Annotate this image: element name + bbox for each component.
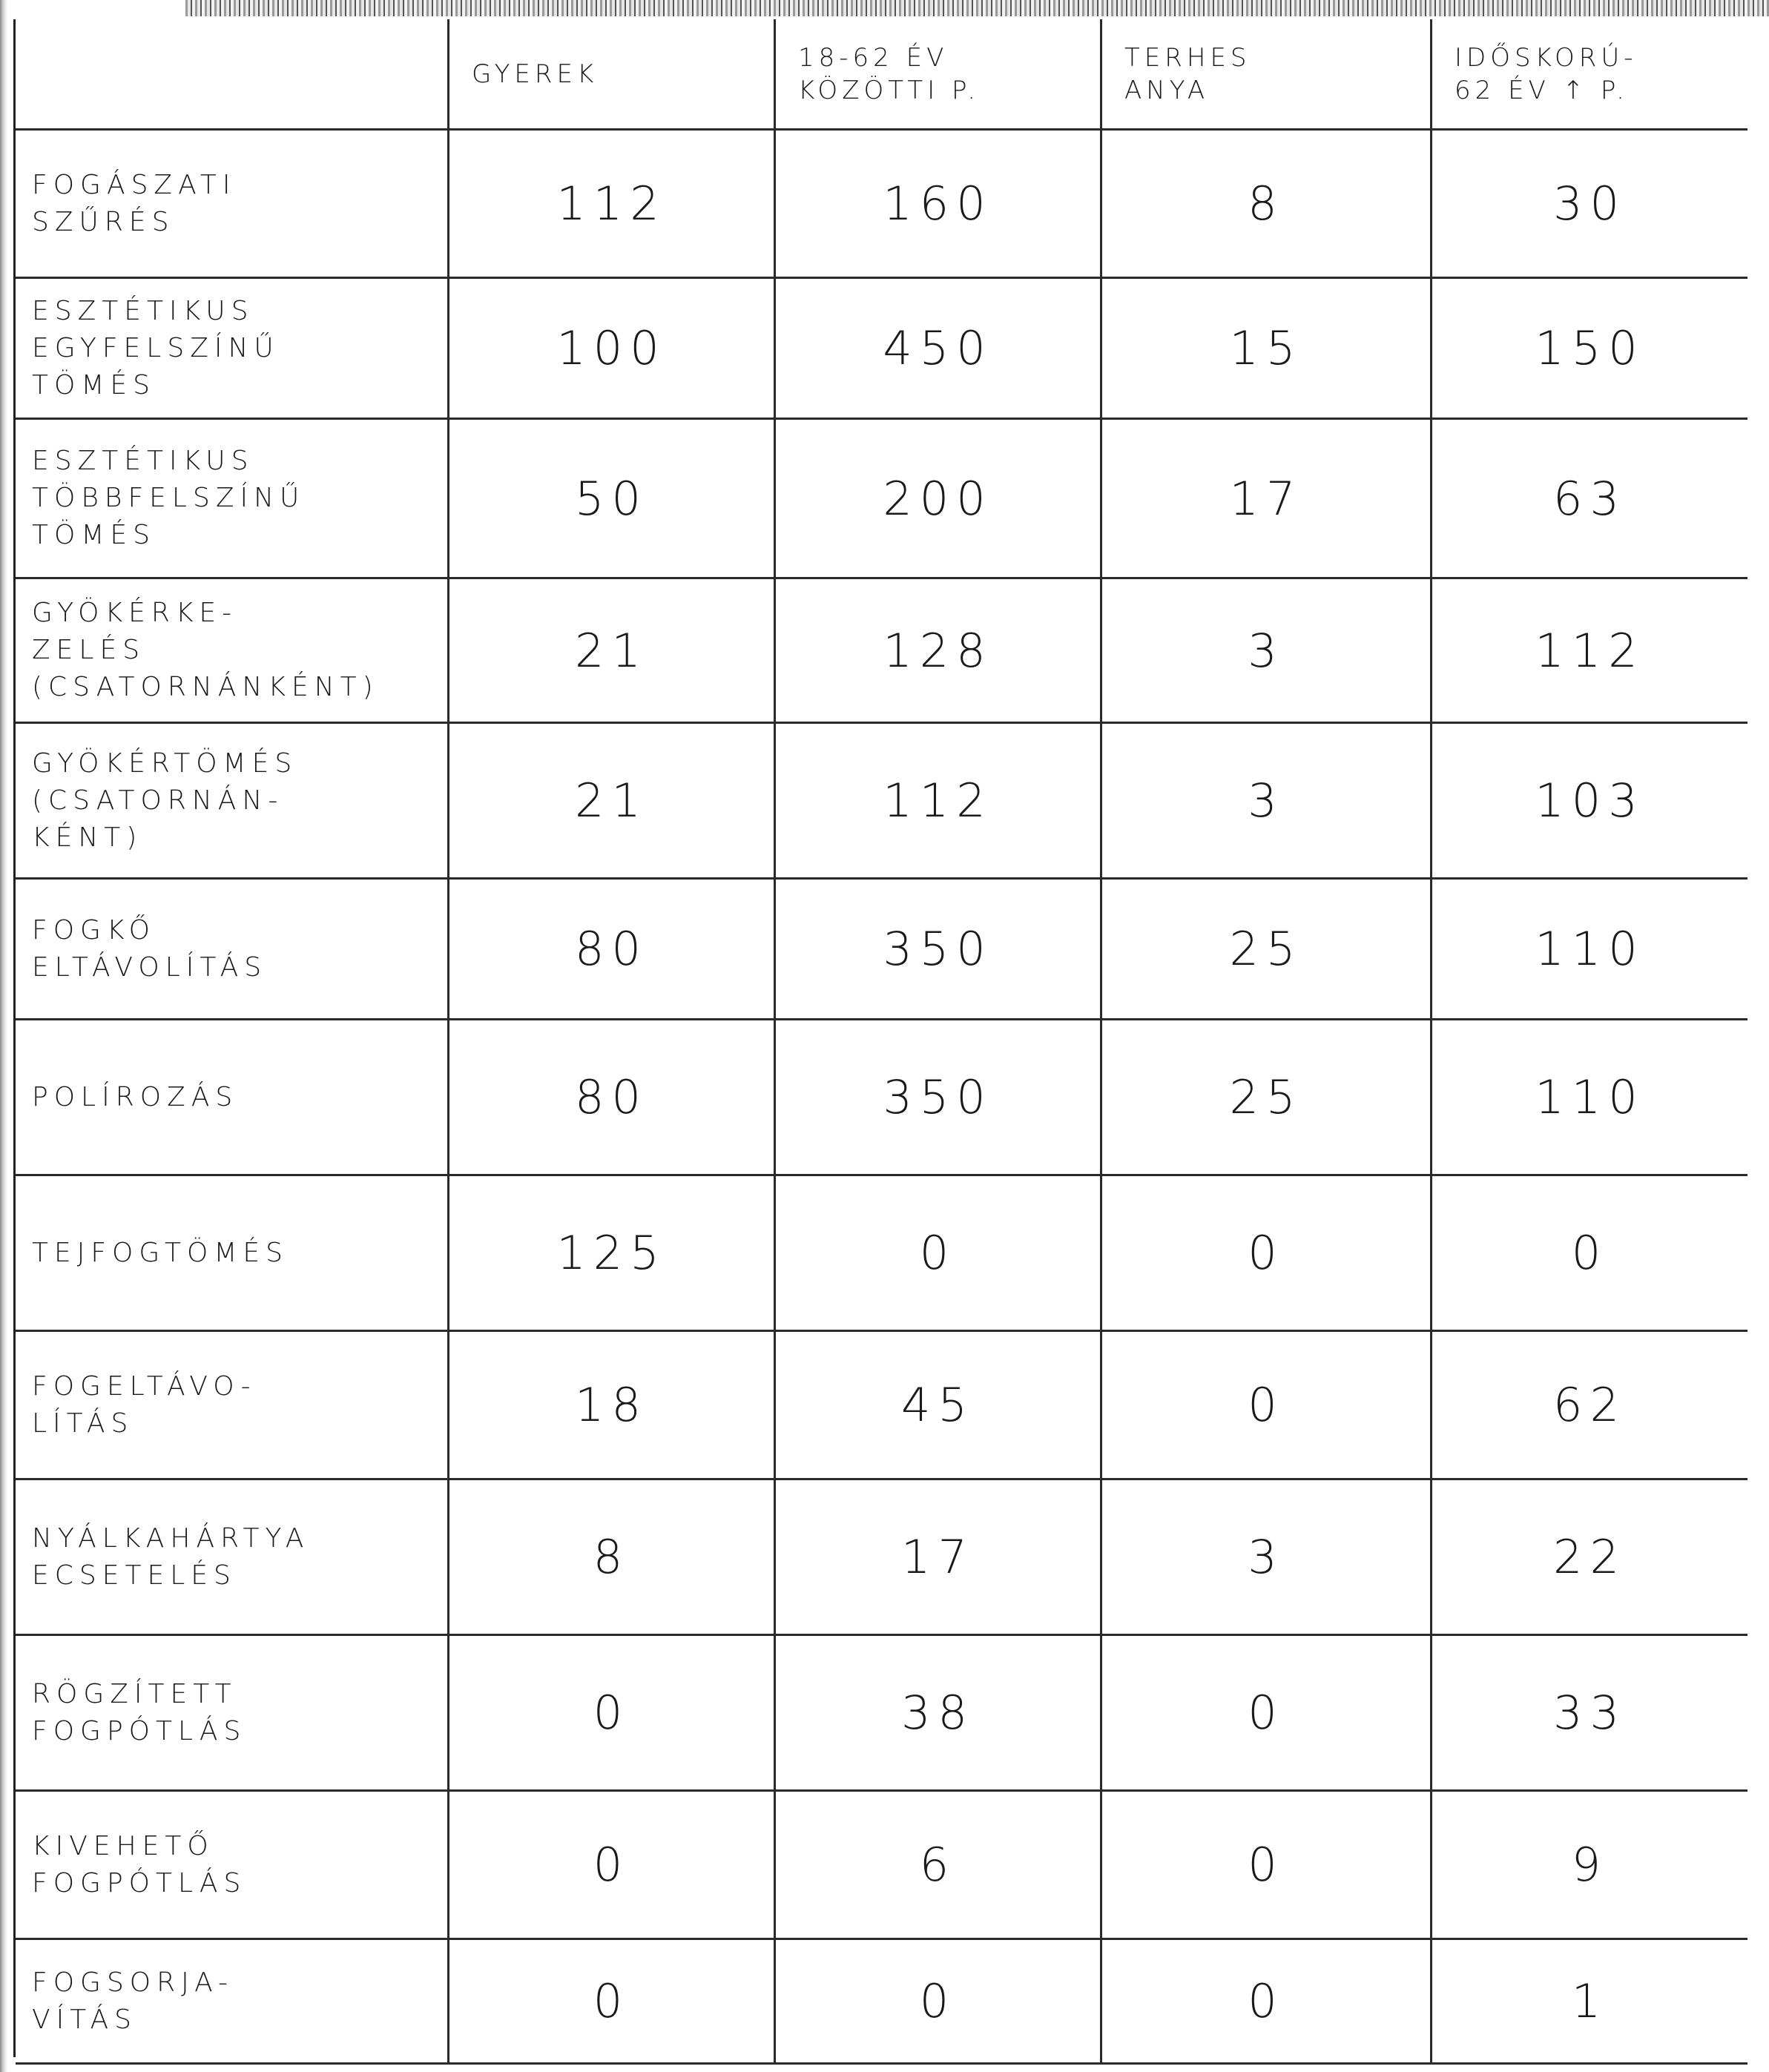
value-cell: 38 — [776, 1636, 1102, 1792]
value-cell: 200 — [776, 420, 1102, 579]
value-cell: 160 — [776, 131, 1102, 279]
handwritten-table — [13, 19, 1747, 2057]
value-cell: 450 — [776, 279, 1102, 420]
value-cell: 3 — [1102, 579, 1432, 724]
value-cell: 8 — [449, 1480, 776, 1636]
value-cell: 0 — [449, 1792, 776, 1940]
value-cell: 45 — [776, 1332, 1102, 1480]
column-header: GYEREK — [449, 19, 776, 131]
value-cell: 17 — [1102, 420, 1432, 579]
value-cell: 6 — [776, 1792, 1102, 1940]
value-cell: 110 — [1432, 880, 1747, 1020]
row-label: TEJFOGTÖMÉS — [16, 1176, 449, 1332]
row-label: ESZTÉTIKUS TÖBBFELSZÍNŰ TÖMÉS — [16, 420, 449, 579]
value-cell: 112 — [776, 724, 1102, 880]
row-label: FOGSORJA- VÍTÁS — [16, 1940, 449, 2065]
paper-left-edge — [0, 0, 7, 2072]
value-cell: 350 — [776, 880, 1102, 1020]
value-cell: 0 — [1432, 1176, 1747, 1332]
value-cell: 110 — [1432, 1020, 1747, 1176]
value-cell: 350 — [776, 1020, 1102, 1176]
value-cell: 150 — [1432, 279, 1747, 420]
value-cell: 3 — [1102, 724, 1432, 880]
row-label: ESZTÉTIKUS EGYFELSZÍNŰ TÖMÉS — [16, 279, 449, 420]
value-cell: 8 — [1102, 131, 1432, 279]
value-cell: 15 — [1102, 279, 1432, 420]
value-cell: 100 — [449, 279, 776, 420]
value-cell: 21 — [449, 579, 776, 724]
value-cell: 63 — [1432, 420, 1747, 579]
value-cell: 0 — [776, 1940, 1102, 2065]
value-cell: 0 — [1102, 1176, 1432, 1332]
value-cell: 80 — [449, 1020, 776, 1176]
row-label: FOGELTÁVO- LÍTÁS — [16, 1332, 449, 1480]
value-cell: 25 — [1102, 880, 1432, 1020]
value-cell: 0 — [449, 1940, 776, 2065]
value-cell: 125 — [449, 1176, 776, 1332]
value-cell: 62 — [1432, 1332, 1747, 1480]
value-cell: 25 — [1102, 1020, 1432, 1176]
value-cell: 112 — [1432, 579, 1747, 724]
value-cell: 128 — [776, 579, 1102, 724]
value-cell: 0 — [1102, 1792, 1432, 1940]
value-cell: 0 — [449, 1636, 776, 1792]
row-label: GYÖKÉRTÖMÉS (CSATORNÁN- KÉNT) — [16, 724, 449, 880]
header-corner-cell — [16, 19, 449, 131]
row-label: KIVEHETŐ FOGPÓTLÁS — [16, 1792, 449, 1940]
value-cell: 3 — [1102, 1480, 1432, 1636]
value-cell: 103 — [1432, 724, 1747, 880]
row-label: FOGKŐ ELTÁVOLÍTÁS — [16, 880, 449, 1020]
value-cell: 33 — [1432, 1636, 1747, 1792]
value-cell: 17 — [776, 1480, 1102, 1636]
value-cell: 30 — [1432, 131, 1747, 279]
column-header: IDŐSKORÚ- 62 ÉV ↑ P. — [1432, 19, 1747, 131]
row-label: POLÍROZÁS — [16, 1020, 449, 1176]
column-header: 18-62 ÉV KÖZÖTTI P. — [776, 19, 1102, 131]
notebook-binding-edge — [185, 0, 1769, 16]
row-label: NYÁLKAHÁRTYA ECSETELÉS — [16, 1480, 449, 1636]
value-cell: 0 — [1102, 1332, 1432, 1480]
row-label: FOGÁSZATI SZŰRÉS — [16, 131, 449, 279]
row-label: GYÖKÉRKE- ZELÉS (CSATORNÁNKÉNT) — [16, 579, 449, 724]
column-header: TERHES ANYA — [1102, 19, 1432, 131]
value-cell: 0 — [1102, 1636, 1432, 1792]
value-cell: 112 — [449, 131, 776, 279]
value-cell: 50 — [449, 420, 776, 579]
value-cell: 0 — [776, 1176, 1102, 1332]
value-cell: 0 — [1102, 1940, 1432, 2065]
row-label: RÖGZÍTETT FOGPÓTLÁS — [16, 1636, 449, 1792]
value-cell: 9 — [1432, 1792, 1747, 1940]
value-cell: 80 — [449, 880, 776, 1020]
value-cell: 21 — [449, 724, 776, 880]
value-cell: 18 — [449, 1332, 776, 1480]
value-cell: 1 — [1432, 1940, 1747, 2065]
value-cell: 22 — [1432, 1480, 1747, 1636]
